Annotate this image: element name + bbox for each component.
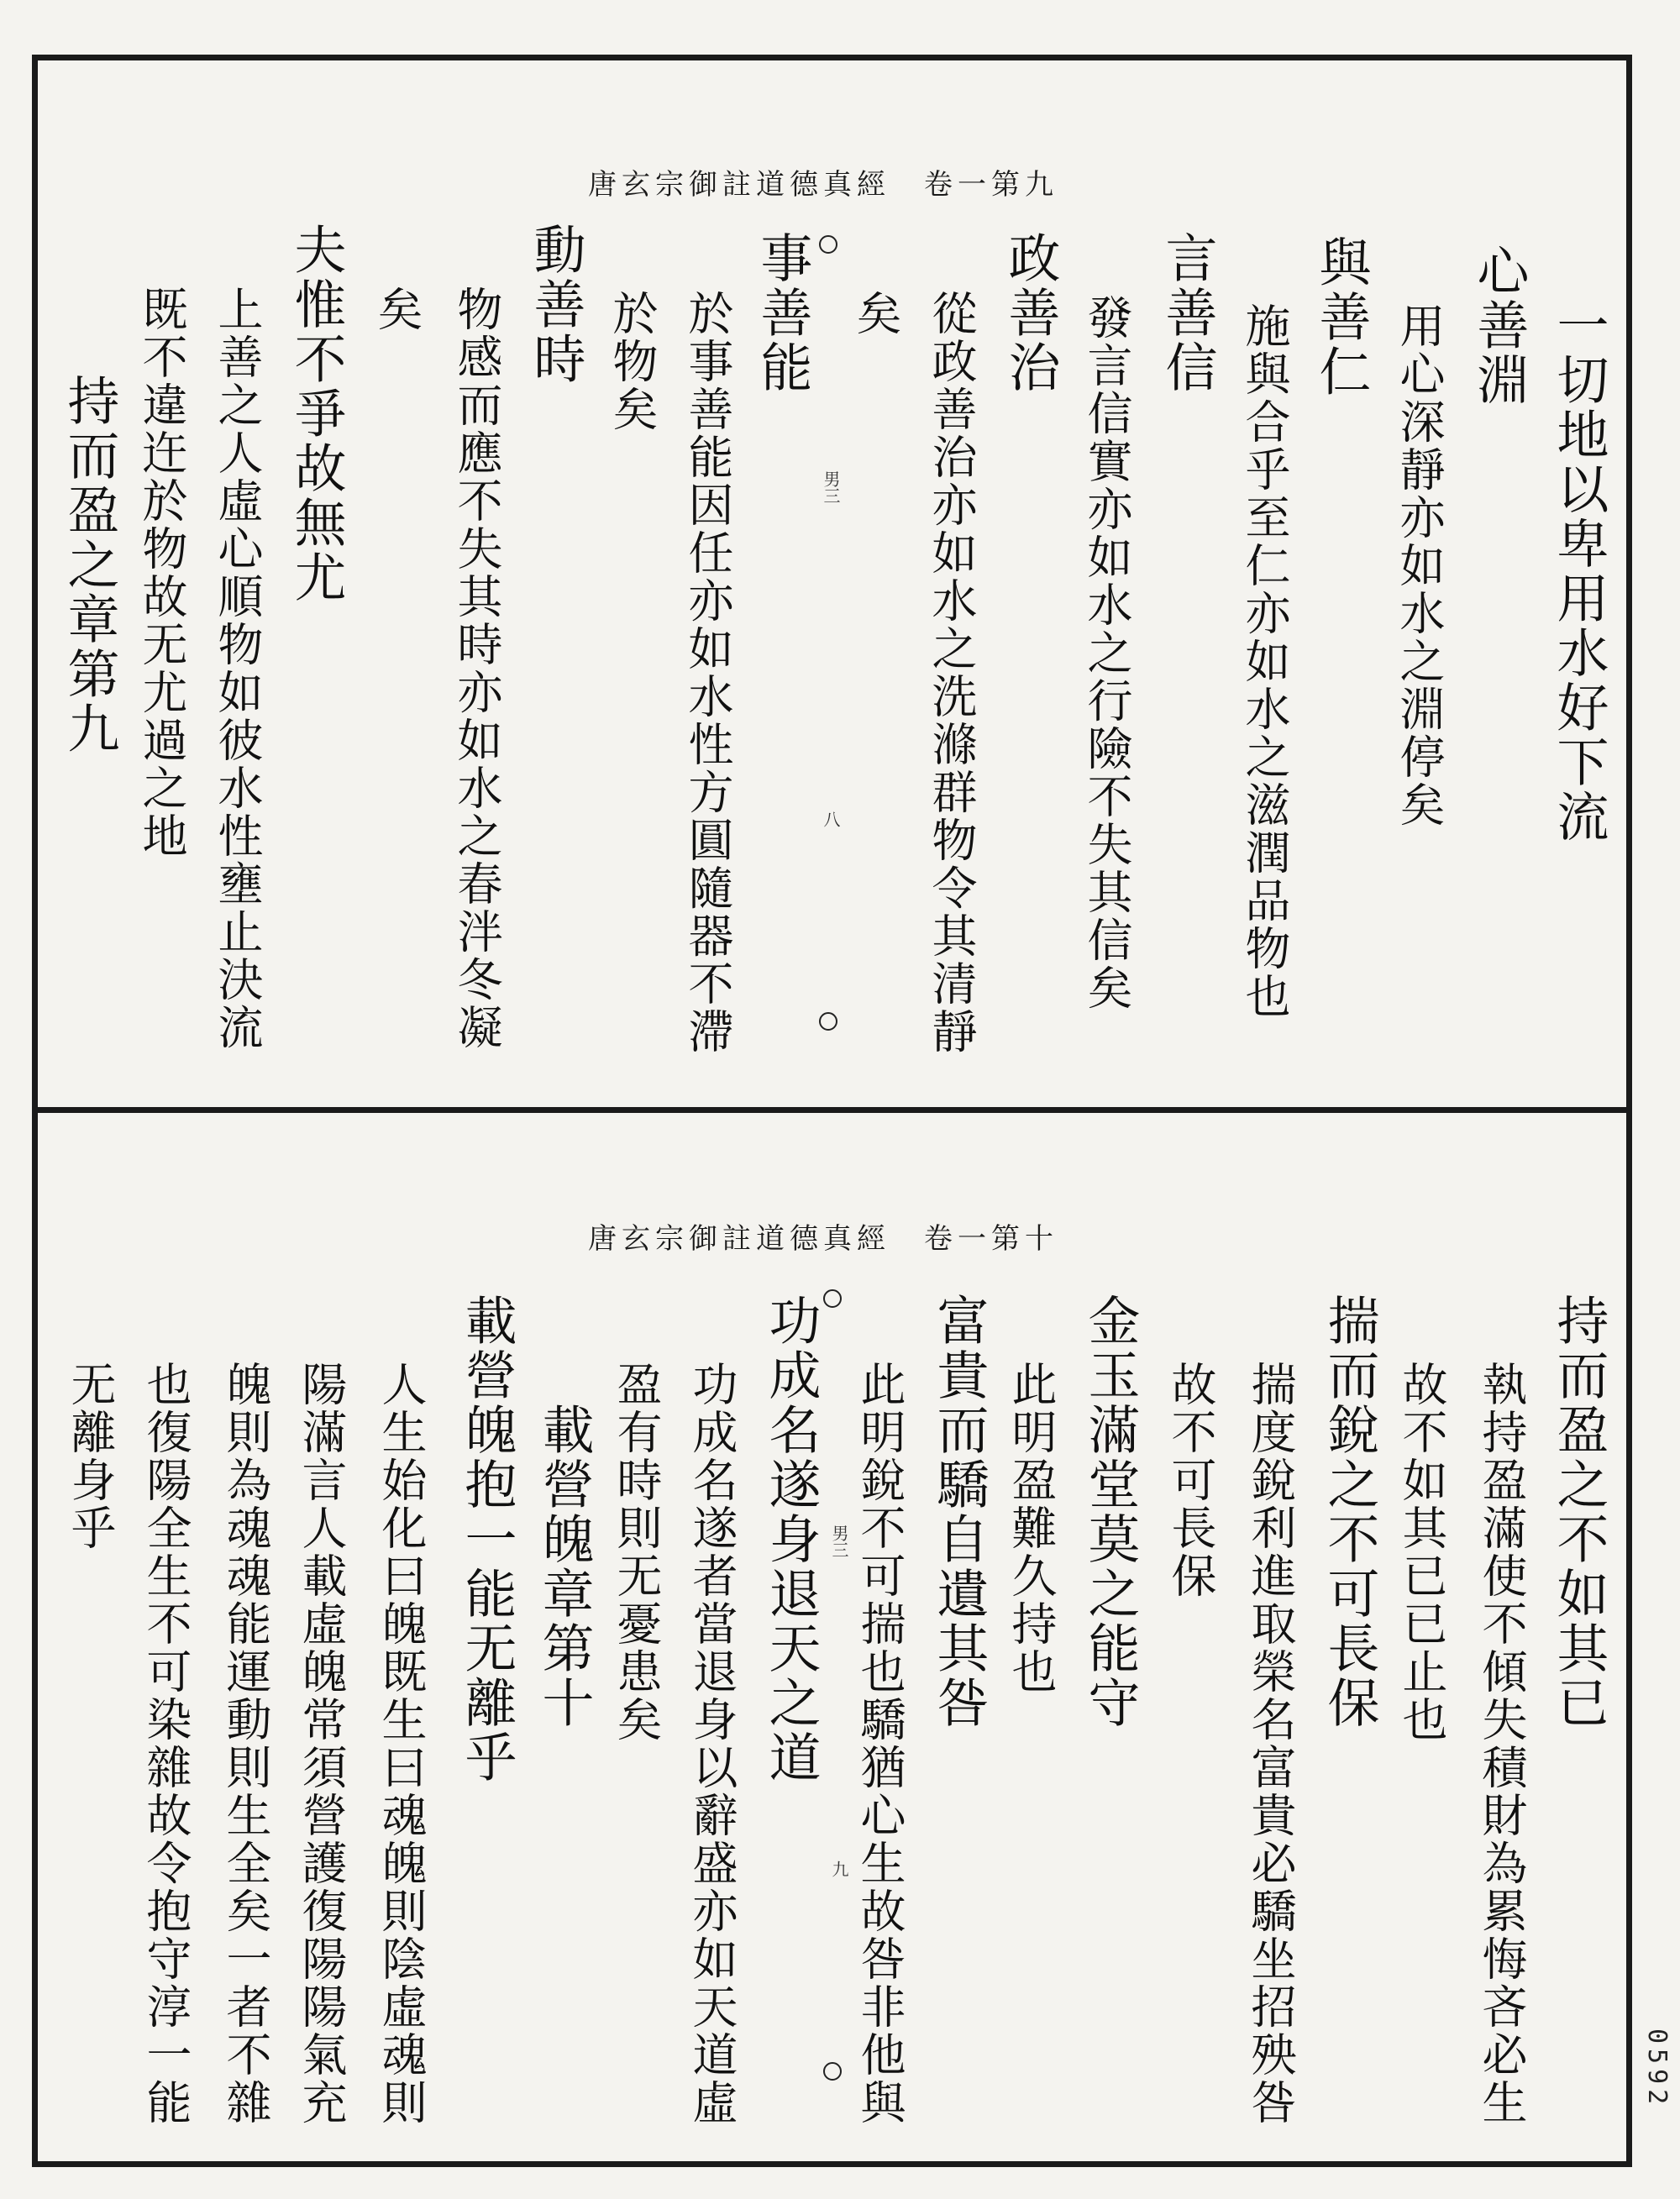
bottom-col-18: 魄則為魂魂能運動則生全矣一者不雜	[219, 1361, 272, 2127]
bottom-col-19: 也復陽全生不可染雜故令抱守淳一能	[139, 1361, 192, 2127]
fold-marker-bottom-lower	[823, 2062, 842, 2081]
bottom-col-1: 持而盈之不如其已	[1548, 1294, 1609, 1730]
bottom-col-7: 金玉滿堂莫之能守	[1079, 1294, 1141, 1730]
top-col-7: 發言信實亦如水之行險不失其信矣	[1080, 294, 1133, 1012]
bottom-col-5: 揣度銳利進取榮名富貴必驕坐招殃咎	[1244, 1361, 1297, 2127]
top-col-19: 既不違迕於物故无尤過之地	[135, 286, 188, 860]
top-col-13: 於物矣	[606, 290, 659, 433]
fold-marker-bottom-upper	[823, 1289, 842, 1308]
bottom-col-16: 人生始化曰魄既生曰魂魄則陰虛魂則	[375, 1361, 428, 2127]
bottom-col-6: 故不可長保	[1164, 1361, 1217, 1600]
bottom-col-3: 故不如其已已止也	[1395, 1361, 1448, 1744]
top-col-3: 用心深靜亦如水之淵停矣	[1393, 302, 1446, 829]
bottom-col-4: 揣而銳之不可長保	[1319, 1294, 1380, 1730]
fold-leaf-bottom: 九	[829, 1860, 849, 1877]
bottom-col-2: 執持盈滿使不傾失積財為累悔吝必生	[1475, 1361, 1528, 2127]
bottom-col-20: 无離身乎	[64, 1361, 117, 1552]
header-bottom	[319, 1215, 1327, 1257]
bottom-col-14: 載營魄章第十	[533, 1403, 595, 1730]
top-col-18: 上善之人虛心順物如彼水性壅止決流	[211, 286, 264, 1052]
bottom-col-9: 富貴而驕自遺其咎	[928, 1294, 990, 1730]
bottom-col-17: 陽滿言人載虛魄常須營護復陽陽氣充	[295, 1361, 348, 2127]
top-col-16: 矣	[370, 286, 423, 333]
top-col-20: 持而盈之章第九	[59, 374, 120, 756]
header-top-title: 唐玄宗御註道德真經	[588, 168, 890, 202]
top-col-12: 於事善能因任亦如水性方圓隨器不滯	[681, 290, 734, 1056]
bottom-col-11: 功成名遂身退天之道	[760, 1294, 822, 1785]
top-col-5: 施與合乎至仁亦如水之滋潤品物也	[1238, 302, 1291, 1021]
header-top-volume: 卷一第九	[924, 168, 1058, 202]
top-col-4: 與善仁	[1310, 235, 1372, 399]
fold-label-top: 男三	[821, 470, 841, 504]
half-divider	[32, 1107, 1632, 1113]
top-col-10: 矣	[849, 290, 902, 338]
top-col-1: 一切地以卑用水好下流	[1548, 298, 1609, 844]
fold-leaf-top: 八	[821, 811, 841, 827]
top-col-2: 心善淵	[1468, 244, 1530, 407]
bottom-col-8: 此明盈難久持也	[1005, 1361, 1058, 1696]
bottom-col-13: 盈有時則无憂患矣	[610, 1361, 663, 1744]
fold-marker-top-upper	[819, 235, 837, 254]
header-bottom-title: 唐玄宗御註道德真經	[588, 1222, 890, 1256]
page-number: 0592	[1642, 2028, 1672, 2110]
top-col-11: 事善能	[752, 231, 813, 395]
top-col-8: 政善治	[1000, 231, 1061, 395]
bottom-col-10: 此明銳不可揣也驕猶心生故咎非他與	[853, 1361, 906, 2127]
fold-marker-top-lower	[819, 1012, 837, 1031]
bottom-col-12: 功成名遂者當退身以辭盛亦如天道虛	[685, 1361, 738, 2127]
top-col-9: 從政善治亦如水之洗滌群物令其清靜	[925, 290, 978, 1056]
fold-label-bottom: 男三	[829, 1525, 849, 1558]
top-col-17: 夫惟不爭故無尤	[286, 223, 347, 605]
header-bottom-volume: 卷一第十	[924, 1222, 1058, 1256]
top-col-15: 物感而應不失其時亦如水之春泮冬凝	[450, 286, 503, 1052]
top-col-14: 動善時	[525, 223, 586, 386]
header-top	[319, 161, 1327, 202]
bottom-col-15: 載營魄抱一能无離乎	[456, 1294, 517, 1785]
top-col-6: 言善信	[1157, 231, 1218, 395]
